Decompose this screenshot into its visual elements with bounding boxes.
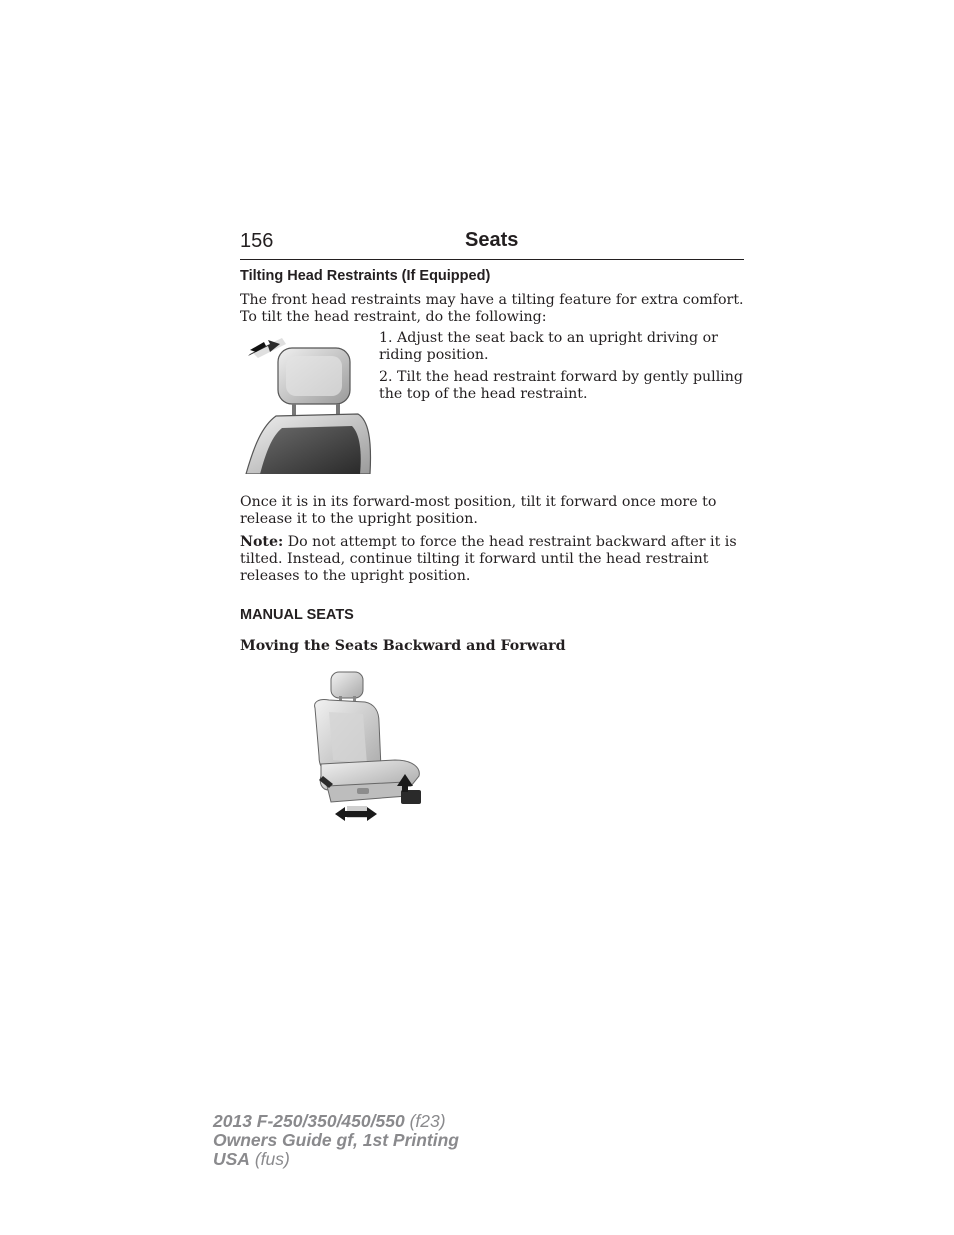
footer-model-line (213, 1112, 459, 1131)
step-2: 2. Tilt the head restraint forward by gently pulling the top of the head restraint. (379, 369, 743, 402)
note-label: Note: (240, 534, 284, 550)
moving-seats-subheading: Moving the Seats Backward and Forward (240, 638, 566, 654)
footer-market-line (213, 1150, 459, 1169)
footer-market: USA (213, 1149, 250, 1169)
tilting-head-restraint-illustration (240, 328, 373, 474)
note-text: Do not attempt to force the head restraint backward after it is tilted. Instead, continue tilting it forward until the head restraint releases to the upright position. (240, 534, 737, 584)
page-footer (213, 1112, 459, 1169)
footer-guide: Owners Guide gf, 1st Printing (213, 1130, 459, 1150)
page-header (240, 229, 744, 260)
footer-model-code: (f23) (404, 1111, 446, 1131)
section-title: Seats (465, 229, 519, 251)
footer-market-code: (fus) (249, 1149, 290, 1169)
page-number: 156 (240, 230, 274, 252)
tilting-heading: Tilting Head Restraints (If Equipped) (240, 268, 491, 284)
tilting-intro: The front head restraints may have a tilting feature for extra comfort. To tilt the head restraint, do the following: (240, 292, 744, 325)
manual-seats-heading: MANUAL SEATS (240, 607, 354, 623)
release-text: Once it is in its forward-most position, tilt it forward once more to release it to the upright position. (240, 494, 717, 527)
footer-model: 2013 F-250/350/450/550 (213, 1111, 405, 1131)
note-paragraph (240, 534, 745, 585)
manual-seat-adjustment-illustration (309, 668, 424, 823)
step-1: 1. Adjust the seat back to an upright driving or riding position. (379, 330, 718, 363)
